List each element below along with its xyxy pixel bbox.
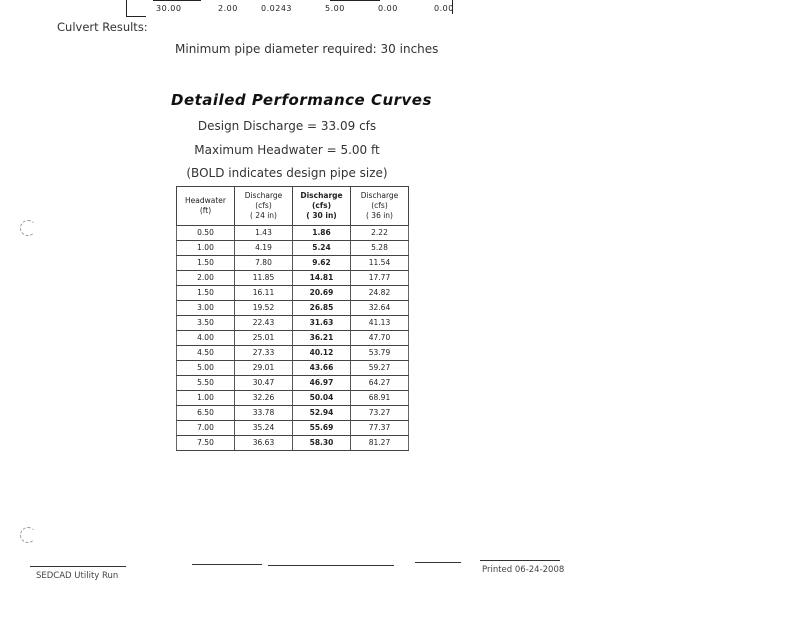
table-cell: 32.64 bbox=[351, 301, 409, 316]
table-cell: 53.79 bbox=[351, 346, 409, 361]
table-cell: 64.27 bbox=[351, 376, 409, 391]
table-cell: 30.47 bbox=[235, 376, 293, 391]
section-heading: Detailed Performance Curves bbox=[171, 91, 432, 109]
table-cell: 35.24 bbox=[235, 421, 293, 436]
top-cell-length: 2.00 bbox=[218, 4, 238, 13]
table-cell: 4.00 bbox=[177, 331, 235, 346]
table-cell: 20.69 bbox=[293, 286, 351, 301]
table-cell: 16.11 bbox=[235, 286, 293, 301]
punch-hole-icon bbox=[20, 527, 36, 543]
table-cell: 46.97 bbox=[293, 376, 351, 391]
table-cell: 7.50 bbox=[177, 436, 235, 451]
table-cell: 5.50 bbox=[177, 376, 235, 391]
table-cell: 1.43 bbox=[235, 226, 293, 241]
table-cell: 1.50 bbox=[177, 286, 235, 301]
table-cell: 52.94 bbox=[293, 406, 351, 421]
maximum-headwater: Maximum Headwater = 5.00 ft bbox=[194, 143, 380, 157]
table-row bbox=[177, 286, 409, 301]
table-cell: 47.70 bbox=[351, 331, 409, 346]
table-cell: 22.43 bbox=[235, 316, 293, 331]
table-cell: 2.22 bbox=[351, 226, 409, 241]
header-headwater: Headwater (ft) bbox=[177, 187, 235, 226]
table-cell: 29.01 bbox=[235, 361, 293, 376]
table-cell: 4.19 bbox=[235, 241, 293, 256]
table-row bbox=[177, 421, 409, 436]
table-cell: 50.04 bbox=[293, 391, 351, 406]
design-discharge: Design Discharge = 33.09 cfs bbox=[197, 119, 377, 133]
table-row bbox=[177, 256, 409, 271]
table-cell: 6.50 bbox=[177, 406, 235, 421]
table-cell: 58.30 bbox=[293, 436, 351, 451]
table-cell: 14.81 bbox=[293, 271, 351, 286]
table-cell: 7.00 bbox=[177, 421, 235, 436]
minimum-pipe-text: Minimum pipe diameter required: 30 inches bbox=[175, 42, 439, 56]
top-cell-value-5: 0.00 bbox=[378, 4, 398, 13]
table-body bbox=[177, 226, 409, 451]
table-row bbox=[177, 241, 409, 256]
table-cell: 68.91 bbox=[351, 391, 409, 406]
table-cell: 5.28 bbox=[351, 241, 409, 256]
footer-rule bbox=[268, 565, 394, 566]
table-row bbox=[177, 331, 409, 346]
table-cell: 9.62 bbox=[293, 256, 351, 271]
top-cell-roughness: 0.0243 bbox=[261, 4, 292, 13]
table-cell: 11.85 bbox=[235, 271, 293, 286]
table-cell: 4.50 bbox=[177, 346, 235, 361]
table-cell: 81.27 bbox=[351, 436, 409, 451]
table-cell: 59.27 bbox=[351, 361, 409, 376]
table-cell: 19.52 bbox=[235, 301, 293, 316]
table-row bbox=[177, 406, 409, 421]
table-cell: 0.50 bbox=[177, 226, 235, 241]
table-cell: 3.50 bbox=[177, 316, 235, 331]
table-row bbox=[177, 376, 409, 391]
punch-hole-icon bbox=[20, 220, 36, 236]
table-row bbox=[177, 301, 409, 316]
table-cell: 1.86 bbox=[293, 226, 351, 241]
table-cell: 27.33 bbox=[235, 346, 293, 361]
table-cell: 5.24 bbox=[293, 241, 351, 256]
table-cell: 73.27 bbox=[351, 406, 409, 421]
top-cell-value-6: 0.00 bbox=[434, 4, 454, 13]
footer-rule bbox=[192, 564, 262, 565]
table-cell: 1.00 bbox=[177, 241, 235, 256]
bold-note: (BOLD indicates design pipe size) bbox=[186, 166, 388, 180]
header-discharge-36: Discharge (cfs) ( 36 in) bbox=[351, 187, 409, 226]
table-cell: 1.50 bbox=[177, 256, 235, 271]
culvert-results-label: Culvert Results: bbox=[57, 20, 148, 34]
table-cell: 32.26 bbox=[235, 391, 293, 406]
table-cell: 31.63 bbox=[293, 316, 351, 331]
table-cell: 40.12 bbox=[293, 346, 351, 361]
footer-rule bbox=[480, 560, 560, 561]
table-cell: 3.00 bbox=[177, 301, 235, 316]
performance-table bbox=[176, 186, 409, 451]
table-cell: 2.00 bbox=[177, 271, 235, 286]
table-cell: 11.54 bbox=[351, 256, 409, 271]
table-cell: 17.77 bbox=[351, 271, 409, 286]
table-cell: 33.78 bbox=[235, 406, 293, 421]
table-cell: 77.37 bbox=[351, 421, 409, 436]
table-row bbox=[177, 346, 409, 361]
table-cell: 1.00 bbox=[177, 391, 235, 406]
footer-left-text: SEDCAD Utility Run bbox=[36, 571, 119, 581]
table-cell: 41.13 bbox=[351, 316, 409, 331]
header-discharge-30: Discharge (cfs) ( 30 in) bbox=[293, 187, 351, 226]
table-cell: 25.01 bbox=[235, 331, 293, 346]
top-cell-headwater: 5.00 bbox=[325, 4, 345, 13]
table-row bbox=[177, 226, 409, 241]
table-cell: 7.80 bbox=[235, 256, 293, 271]
footer-rule bbox=[30, 566, 126, 567]
top-cell-diameter: 30.00 bbox=[156, 4, 182, 13]
header-discharge-24: Discharge (cfs) ( 24 in) bbox=[235, 187, 293, 226]
table-header-row bbox=[177, 187, 409, 226]
table-cell: 26.85 bbox=[293, 301, 351, 316]
table-row bbox=[177, 271, 409, 286]
table-row bbox=[177, 316, 409, 331]
table-cell: 36.63 bbox=[235, 436, 293, 451]
footer-right-text: Printed 06-24-2008 bbox=[482, 565, 565, 575]
footer-rule bbox=[415, 562, 461, 563]
table-cell: 24.82 bbox=[351, 286, 409, 301]
table-cell: 5.00 bbox=[177, 361, 235, 376]
table-cell: 36.21 bbox=[293, 331, 351, 346]
table-row bbox=[177, 436, 409, 451]
table-cell: 55.69 bbox=[293, 421, 351, 436]
table-row bbox=[177, 361, 409, 376]
table-row bbox=[177, 391, 409, 406]
table-cell: 43.66 bbox=[293, 361, 351, 376]
